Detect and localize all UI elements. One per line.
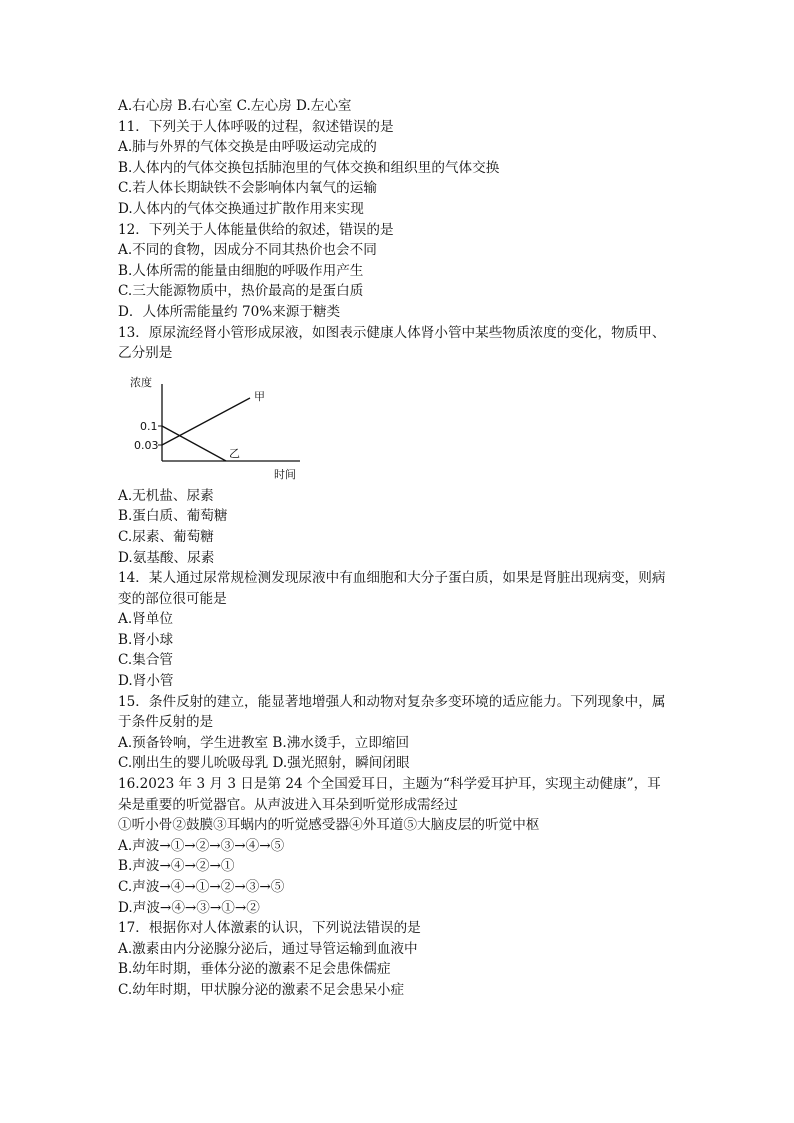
q16-stem-line2: 朵是重要的听觉器官。从声波进入耳朵到听觉形成需经过 — [118, 796, 458, 813]
q16-stem-line1: 16.2023 年 3 月 3 日是第 24 个全国爱耳日，主题为“科学爱耳护耳，实现主动健康”，耳 — [118, 776, 661, 793]
q15-options-cd: C.刚出生的婴儿吮吸母乳 D.强光照射，瞬间闭眼 — [118, 755, 410, 772]
q10-options: A.右心房 B.右心室 C.左心房 D.左心室 — [118, 98, 352, 114]
q14-stem-line2: 变的部位很可能是 — [118, 590, 227, 607]
q15-stem-line1: 15．条件反射的建立，能显著地增强人和动物对复杂多变环境的适应能力。下列现象中，属 — [118, 693, 666, 710]
q16-option-d: D.声波→④→③→①→② — [118, 899, 260, 916]
series-jia-line — [162, 398, 250, 445]
x-axis-label: 时间 — [274, 467, 296, 481]
series-yi-label: 乙 — [229, 446, 240, 460]
q16-items: ①听小骨②鼓膜③耳蜗内的听觉感受器④外耳道⑤大脑皮层的听觉中枢 — [118, 817, 540, 834]
q13-option-b: B.蛋白质、葡萄糖 — [118, 508, 228, 525]
q16-option-b: B.声波→④→②→① — [118, 858, 235, 875]
exam-page — [118, 96, 693, 1001]
q14-option-d: D.肾小管 — [118, 673, 174, 690]
tick-label-low: 0.03 — [134, 438, 159, 452]
q11-option-c: C.若人体长期缺铁不会影响体内氧气的运输 — [118, 180, 377, 197]
q12-option-a: A.不同的食物，因成分不同其热价也会不同 — [118, 242, 377, 259]
question-text-block-2 — [118, 486, 693, 1001]
figure-svg — [118, 366, 318, 484]
question-text-block — [118, 96, 693, 364]
series-yi-line — [162, 426, 226, 461]
q11-stem: 11．下列关于人体呼吸的过程，叙述错误的是 — [118, 118, 394, 135]
q15-stem-line2: 于条件反射的是 — [118, 714, 214, 731]
y-axis-label: 浓度 — [130, 375, 152, 389]
q17-option-c: C.幼年时期，甲状腺分泌的激素不足会患呆小症 — [118, 981, 405, 998]
q11-option-b: B.人体内的气体交换包括肺泡里的气体交换和组织里的气体交换 — [118, 159, 500, 176]
tick-label-high: 0.1 — [140, 419, 158, 433]
series-jia-label: 甲 — [254, 389, 265, 403]
q17-option-b: B.幼年时期，垂体分泌的激素不足会患侏儒症 — [118, 961, 391, 978]
q17-stem: 17．根据你对人体激素的认识，下列说法错误的是 — [118, 920, 421, 937]
q16-option-c: C.声波→④→①→②→③→⑤ — [118, 879, 285, 895]
concentration-time-figure — [118, 366, 318, 484]
q14-option-a: A.肾单位 — [118, 611, 173, 628]
q12-stem: 12．下列关于人体能量供给的叙述，错误的是 — [118, 221, 394, 238]
q13-option-d: D.氨基酸、尿素 — [118, 549, 215, 566]
q13-option-c: C.尿素、葡萄糖 — [118, 528, 214, 545]
q12-option-d: D．人体所需能量约 70%来源于糖类 — [118, 303, 341, 320]
q11-option-d: D.人体内的气体交换通过扩散作用来实现 — [118, 200, 364, 217]
q17-option-a: A.激素由内分泌腺分泌后，通过导管运输到血液中 — [118, 940, 418, 957]
q13-option-a: A.无机盐、尿素 — [118, 487, 214, 504]
q11-option-a: A.肺与外界的气体交换是由呼吸运动完成的 — [118, 139, 377, 156]
q14-stem-line1: 14．某人通过尿常规检测发现尿液中有血细胞和大分子蛋白质，如果是肾脏出现病变，则病 — [118, 570, 666, 587]
q13-stem-line2: 乙分别是 — [118, 345, 173, 362]
q15-options-ab: A.预备铃响，学生进教室 B.沸水烫手，立即缩回 — [118, 734, 410, 751]
q14-option-b: B.肾小球 — [118, 631, 174, 648]
q14-option-c: C.集合管 — [118, 652, 174, 669]
q12-option-b: B.人体所需的能量由细胞的呼吸作用产生 — [118, 262, 364, 279]
q13-stem-line1: 13．原尿流经肾小管形成尿液，如图表示健康人体肾小管中某些物质浓度的变化，物质甲、 — [118, 324, 666, 341]
q16-option-a: A.声波→①→②→③→④→⑤ — [118, 837, 285, 854]
q12-option-c: C.三大能源物质中，热价最高的是蛋白质 — [118, 283, 364, 300]
